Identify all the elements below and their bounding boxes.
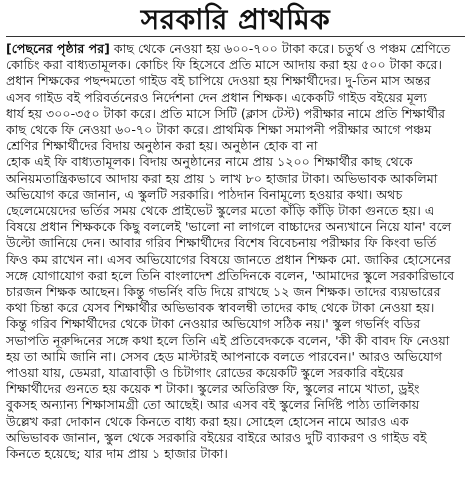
article-line: সঙ্গে যোগাযোগ করা হলে তিনি বাংলাদেশ প্রতিদিনকে বলেন, 'আমাদের স্কুলে সরকারিভাবে bbox=[6, 267, 455, 283]
article-line: হয় তা আমি জানি না। সেসব হেড মাস্টারই আপনাকে বলতে পারবেন।' আরও অভিযোগ bbox=[6, 348, 442, 364]
continuation-kicker: [পেছনের পৃষ্ঠার পর] bbox=[6, 41, 110, 56]
article-line: সভাপতি নূরুদ্দিনের সঙ্গে কথা হলে তিনি এই প্রতিবেদককে বলেন, 'কী কী বাবদ ফি নেওয়া bbox=[6, 332, 450, 348]
headline: সরকারি প্রাথমিক bbox=[140, 3, 331, 36]
article-line: উল্টো জানিয়ে দেন। আবার গরিব শিক্ষার্থীদের বিশেষ বিবেচনায় পরীক্ষার ফি কিংবা ভর্তি bbox=[6, 235, 437, 251]
article-line: এসব গাইড বই পরিবর্তনেরও নির্দেশনা দেন প্রধান শিক্ষক। একেকটি গাইড বইয়ের মূল্য bbox=[6, 89, 427, 105]
article-line bbox=[6, 41, 465, 57]
article-line: ধার্য হয় ৩০০-৩৫০ টাকা করে। প্রতি মাসে সিটি (ক্লাস টেস্ট) পরীক্ষার নামে প্রতি শিক্ষার্থীর bbox=[6, 105, 446, 121]
article-line: ফিও কম রাখেন না। এসব অভিযোগের বিষয়ে জানতে প্রধান শিক্ষক মো. জাকির হোসেনের bbox=[6, 251, 451, 267]
article-line: বিষয়ে প্রধান শিক্ষককে কিছু বললেই 'ভালো না লাগলে বাচ্চাদের অন্যখানে নিয়ে যান' বলে bbox=[6, 219, 452, 235]
first-line-text: কাছ থেকে নেওয়া হয় ৬০০-৭০০ টাকা করে। চতুর্থ ও পঞ্চম শ্রেণিতে bbox=[109, 41, 451, 56]
article-line: অভিভাবক জানান, স্কুল থেকে সরকারি বইয়ের বাইরে আরও দুটি ব্যাকরণ ও গাইড বই bbox=[6, 429, 427, 445]
article-line: ছেলেমেয়েদের ভর্তির সময় থেকে প্রাইভেট স্কুলের মতো কাঁড়ি কাঁড়ি টাকা গুনতে হয়। এ bbox=[6, 203, 435, 219]
article-line: অনিয়মতান্ত্রিকভাবে আদায় করা হয় প্রায় ১ লাখ ৮০ হাজার টাকা। অভিভাবক আকলিমা bbox=[6, 170, 438, 186]
article-line: শিক্ষার্থীদের গুনতে হয় কয়েক শ টাকা। স্কুলের অতিরিক্ত ফি, স্কুলের নামে খাতা, ড্রইং bbox=[6, 381, 420, 397]
headline-divider bbox=[6, 36, 465, 37]
article-line: কথা চিন্তা করে যেসব শিক্ষার্থীর অভিভাবক স্বাবলম্বী তাদের কাছ থেকে টাকা নেওয়া হয়। bbox=[6, 300, 435, 316]
article-line: উল্লেখ করা দোকান থেকে কিনতে বাধ্য করা হয়। সোহেল হোসেন নামে আরও এক bbox=[6, 413, 409, 429]
article-line: কাছ থেকে ফি নেওয়া ৬০-৭০ টাকা করে। প্রাথমিক শিক্ষা সমাপনী পরীক্ষার আগে পঞ্চম bbox=[6, 122, 432, 138]
article-line: প্রধান শিক্ষকের পছন্দমতো গাইড বই চাপিয়ে দেওয়া হয় শিক্ষার্থীদের। দু-তিন মাস অন্তর bbox=[6, 73, 431, 89]
article-line: কোচিং করা বাধ্যতামূলক। কোচিং ফি হিসেবে প্রতি মাসে আদায় করা হয় ৫০০ টাকা করে। bbox=[6, 57, 442, 73]
article-line: শ্রেণির শিক্ষার্থীদের বিদায় অনুষ্ঠান করা হয়। অনুষ্ঠান হোক বা না bbox=[6, 138, 318, 154]
article-line: হোক এই ফি বাধ্যতামূলক। বিদায় অনুষ্ঠানের নামে প্রায় ১২০০ শিক্ষার্থীর কাছ থেকে bbox=[6, 154, 413, 170]
article-line: পাওয়া যায়, ডেমরা, যাত্রাবাড়ী ও চিটাগাং রোডের কয়েকটি স্কুলে সরকারি বইয়ের bbox=[6, 365, 404, 381]
article-line: কিনতে হয়েছে; যার দাম প্রায় ১ হাজার টাকা। bbox=[6, 446, 228, 462]
article-line: অভিযোগ করে জানান, এ স্কুলটি সরকারি। পাঠদান বিনামূল্যে হওয়ার কথা। অথচ bbox=[6, 186, 403, 202]
article-line: বুকসহ অন্যান্য শিক্ষাসামগ্রী তো আছেই। আর এসব বই স্কুলের নির্দিষ্ট পাঠ্য তালিকায় bbox=[6, 397, 420, 413]
article-line: কিন্তু গরিব শিক্ষার্থীদের থেকে টাকা নেওয়ার অভিযোগ সঠিক নয়।' স্কুল গভর্নিং বডির bbox=[6, 316, 421, 332]
article-line: চারজন শিক্ষক আছেন। কিন্তু গভর্নিং বডি দিয়ে রাখছে ১২ জন শিক্ষক। তাদের ব্যয়ভারের bbox=[6, 284, 441, 300]
article-body bbox=[6, 41, 465, 462]
